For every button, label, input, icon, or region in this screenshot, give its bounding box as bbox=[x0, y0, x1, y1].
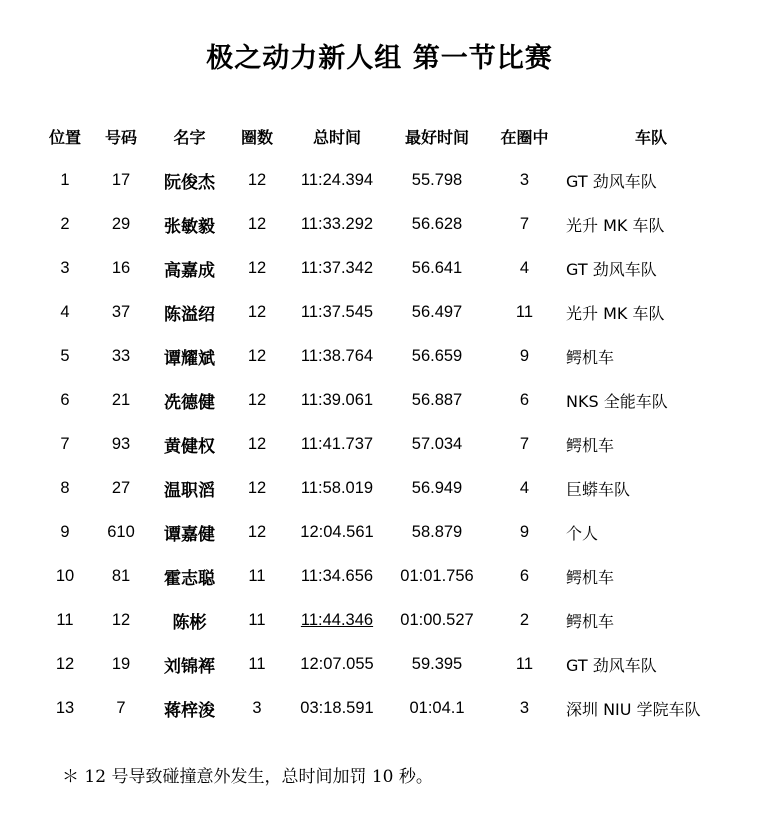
cell-driver-name: 陈彬 bbox=[172, 612, 207, 633]
cell-laps: 11 bbox=[248, 566, 266, 585]
cell-on-lap: 9 bbox=[519, 522, 530, 541]
cell-driver-name: 霍志聪 bbox=[164, 568, 215, 589]
cell-best-time: 01:04.1 bbox=[409, 698, 465, 717]
cell-position: 5 bbox=[60, 346, 70, 365]
results-table bbox=[40, 114, 740, 730]
cell-number: 19 bbox=[111, 654, 131, 673]
cell-team: GT 劲风车队 bbox=[566, 171, 657, 191]
cell-total-time: 11:58.019 bbox=[300, 478, 374, 497]
cell-number: 16 bbox=[111, 258, 131, 277]
col-header-on-lap: 在圈中 bbox=[500, 127, 549, 147]
cell-laps: 12 bbox=[247, 302, 267, 321]
cell-driver-name: 谭嘉健 bbox=[164, 524, 215, 545]
cell-best-time: 56.497 bbox=[411, 302, 463, 321]
cell-driver-name: 蒋梓浚 bbox=[164, 700, 215, 721]
col-header-team: 车队 bbox=[634, 127, 667, 147]
cell-total-time: 11:33.292 bbox=[300, 214, 374, 233]
cell-laps: 12 bbox=[247, 214, 267, 233]
cell-on-lap: 7 bbox=[519, 434, 530, 453]
cell-laps: 12 bbox=[247, 434, 267, 453]
cell-number: 27 bbox=[111, 478, 131, 497]
cell-best-time: 56.641 bbox=[411, 258, 463, 277]
cell-best-time: 55.798 bbox=[411, 170, 463, 189]
cell-on-lap: 4 bbox=[519, 478, 530, 497]
cell-laps: 11 bbox=[248, 610, 266, 629]
cell-best-time: 56.628 bbox=[411, 214, 463, 233]
table-row bbox=[40, 202, 740, 246]
col-header-laps: 圈数 bbox=[240, 127, 273, 147]
cell-on-lap: 3 bbox=[519, 170, 530, 189]
cell-team: 深圳 NIU 学院车队 bbox=[566, 699, 701, 719]
cell-position: 2 bbox=[60, 214, 70, 233]
cell-driver-name: 冼德健 bbox=[164, 392, 215, 413]
cell-position: 12 bbox=[55, 654, 75, 673]
cell-number: 93 bbox=[111, 434, 131, 453]
cell-driver-name: 谭耀斌 bbox=[164, 348, 215, 369]
cell-total-time: 11:37.545 bbox=[300, 302, 374, 321]
cell-team: GT 劲风车队 bbox=[566, 259, 657, 279]
cell-driver-name: 阮俊杰 bbox=[164, 172, 215, 193]
table-row bbox=[40, 598, 740, 642]
cell-on-lap: 11 bbox=[515, 654, 534, 673]
cell-position: 1 bbox=[60, 170, 70, 189]
table-row bbox=[40, 422, 740, 466]
cell-position: 11 bbox=[56, 610, 74, 629]
cell-laps: 3 bbox=[252, 698, 262, 717]
cell-team: GT 劲风车队 bbox=[566, 655, 657, 675]
table-row bbox=[40, 642, 740, 686]
cell-total-time: 11:38.764 bbox=[300, 346, 374, 365]
cell-on-lap: 2 bbox=[519, 610, 530, 629]
cell-team: 鳄机车 bbox=[566, 347, 615, 367]
cell-number: 7 bbox=[116, 698, 126, 717]
cell-laps: 11 bbox=[248, 654, 266, 673]
cell-laps: 12 bbox=[247, 478, 267, 497]
cell-team: NKS 全能车队 bbox=[566, 391, 668, 411]
cell-position: 13 bbox=[55, 698, 75, 717]
col-header-position: 位置 bbox=[48, 127, 81, 147]
cell-position: 7 bbox=[60, 434, 70, 453]
cell-total-time: 11:37.342 bbox=[300, 258, 374, 277]
cell-total-time: 11:24.394 bbox=[300, 170, 374, 189]
page-title: 极之动力新人组 第一节比赛 bbox=[206, 43, 553, 74]
cell-driver-name: 张敏毅 bbox=[164, 216, 215, 237]
cell-best-time: 57.034 bbox=[411, 434, 463, 453]
cell-laps: 12 bbox=[247, 346, 267, 365]
penalized-time: 11:44.346 bbox=[300, 610, 374, 629]
cell-best-time: 56.949 bbox=[411, 478, 463, 497]
cell-best-time: 01:00.527 bbox=[400, 610, 474, 629]
cell-team: 个人 bbox=[566, 523, 599, 543]
cell-team: 鳄机车 bbox=[566, 435, 615, 455]
cell-total-time: 12:07.055 bbox=[300, 654, 374, 673]
cell-team: 巨蟒车队 bbox=[566, 479, 631, 499]
cell-best-time: 56.659 bbox=[411, 346, 463, 365]
cell-laps: 12 bbox=[247, 170, 267, 189]
cell-driver-name: 温职滔 bbox=[164, 480, 215, 501]
cell-laps: 12 bbox=[247, 522, 267, 541]
cell-position: 9 bbox=[60, 522, 70, 541]
cell-total-time: 11:39.061 bbox=[300, 390, 374, 409]
cell-team: 光升 MK 车队 bbox=[566, 303, 665, 323]
table-row bbox=[40, 554, 740, 598]
table-row bbox=[40, 510, 740, 554]
cell-position: 6 bbox=[60, 390, 70, 409]
cell-laps: 12 bbox=[247, 390, 267, 409]
cell-on-lap: 6 bbox=[519, 390, 530, 409]
cell-team: 鳄机车 bbox=[566, 611, 615, 631]
cell-number: 17 bbox=[111, 170, 131, 189]
cell-number: 37 bbox=[111, 302, 131, 321]
cell-total-time: 03:18.591 bbox=[300, 698, 374, 717]
col-header-best-time: 最好时间 bbox=[404, 127, 469, 147]
cell-best-time: 59.395 bbox=[411, 654, 463, 673]
cell-total-time: 11:34.656 bbox=[300, 566, 374, 585]
cell-best-time: 56.887 bbox=[411, 390, 463, 409]
table-row bbox=[40, 290, 740, 334]
cell-on-lap: 4 bbox=[519, 258, 530, 277]
cell-driver-name: 黄健权 bbox=[164, 436, 215, 457]
cell-number: 21 bbox=[111, 390, 131, 409]
cell-driver-name: 陈溢绍 bbox=[164, 304, 215, 325]
table-row bbox=[40, 378, 740, 422]
cell-position: 3 bbox=[60, 258, 70, 277]
cell-on-lap: 11 bbox=[515, 302, 534, 321]
cell-number: 29 bbox=[111, 214, 131, 233]
cell-laps: 12 bbox=[247, 258, 267, 277]
cell-total-time: 12:04.561 bbox=[300, 522, 374, 541]
table-row bbox=[40, 246, 740, 290]
cell-best-time: 01:01.756 bbox=[400, 566, 474, 585]
cell-driver-name: 高嘉成 bbox=[164, 260, 215, 281]
cell-on-lap: 9 bbox=[519, 346, 530, 365]
cell-on-lap: 6 bbox=[519, 566, 530, 585]
col-header-number: 号码 bbox=[104, 127, 137, 147]
cell-total-time bbox=[287, 598, 387, 642]
cell-number: 81 bbox=[111, 566, 131, 585]
table-row bbox=[40, 466, 740, 510]
penalty-footnote: ＊ 12 号导致碰撞意外发生，总时间加罚 10 秒。 bbox=[62, 767, 433, 787]
cell-position: 10 bbox=[55, 566, 75, 585]
cell-number: 33 bbox=[111, 346, 131, 365]
cell-best-time: 58.879 bbox=[411, 522, 463, 541]
cell-on-lap: 7 bbox=[519, 214, 530, 233]
table-row bbox=[40, 334, 740, 378]
cell-driver-name: 刘锦裈 bbox=[164, 656, 215, 677]
table-row bbox=[40, 158, 740, 202]
cell-total-time: 11:41.737 bbox=[300, 434, 374, 453]
cell-position: 4 bbox=[60, 302, 70, 321]
cell-number: 12 bbox=[111, 610, 131, 629]
col-header-name: 名字 bbox=[173, 127, 206, 147]
table-row bbox=[40, 686, 740, 730]
cell-team: 光升 MK 车队 bbox=[566, 215, 665, 235]
table-header-row bbox=[40, 114, 740, 158]
cell-team: 鳄机车 bbox=[566, 567, 615, 587]
cell-number: 610 bbox=[107, 522, 135, 541]
cell-on-lap: 3 bbox=[519, 698, 530, 717]
cell-position: 8 bbox=[60, 478, 70, 497]
col-header-total-time: 总时间 bbox=[312, 127, 361, 147]
